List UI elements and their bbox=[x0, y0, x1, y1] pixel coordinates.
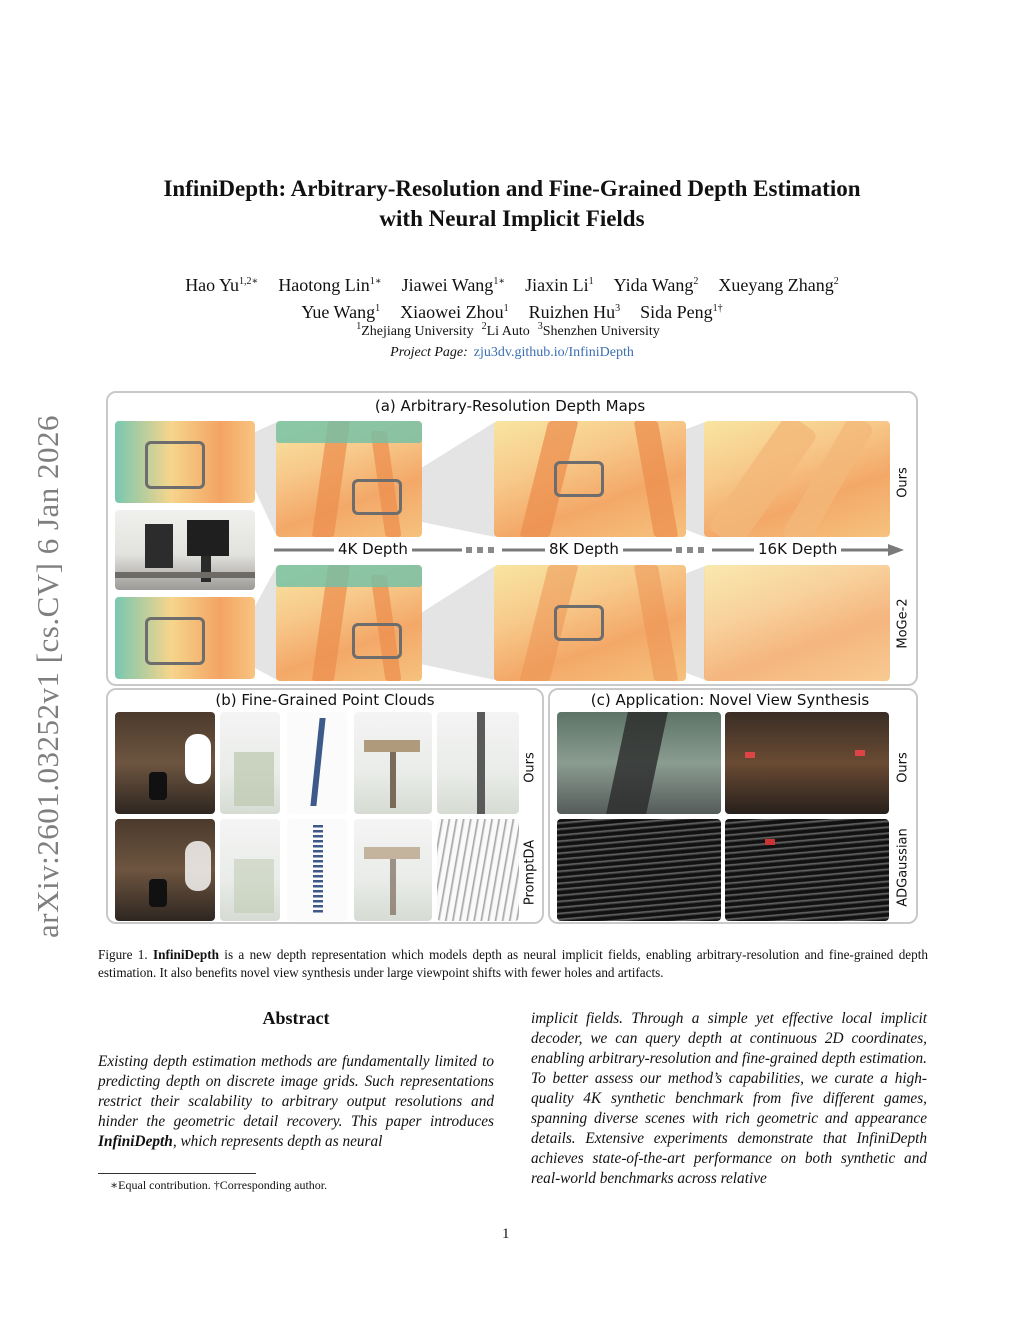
author-affiliation-mark: 2 bbox=[693, 276, 699, 287]
caption-prefix: Figure 1. bbox=[98, 947, 148, 962]
affiliation-mark: 3 bbox=[537, 321, 543, 332]
label-16k-depth: 16K Depth bbox=[754, 540, 841, 558]
abstract-left-column bbox=[98, 1052, 494, 1152]
moge-4k-depth bbox=[276, 565, 422, 681]
zoom-box bbox=[352, 479, 402, 515]
moge-8k-depth bbox=[494, 565, 686, 681]
footnote: ∗Equal contribution. †Corresponding author. bbox=[110, 1178, 328, 1192]
row-label-promptda: PromptDA bbox=[522, 839, 538, 906]
author-affiliation-mark: 3 bbox=[615, 303, 621, 314]
pointcloud-promptda-5 bbox=[437, 819, 519, 921]
row-label-moge: MoGe-2 bbox=[895, 598, 911, 649]
pointcloud-promptda-3 bbox=[287, 819, 347, 921]
label-8k-depth: 8K Depth bbox=[545, 540, 623, 558]
author-affiliation-mark: 1 bbox=[503, 303, 509, 314]
label-4k-depth: 4K Depth bbox=[334, 540, 412, 558]
pointcloud-ours-3 bbox=[287, 712, 347, 814]
pointcloud-ours-5 bbox=[437, 712, 519, 814]
row-label-ours-c: Ours bbox=[895, 752, 911, 783]
author-name: Ruizhen Hu$^3$ bbox=[528, 302, 621, 322]
input-rgb-image bbox=[115, 510, 255, 590]
panel-c-title: (c) Application: Novel View Synthesis bbox=[590, 691, 870, 709]
pointcloud-ours-1 bbox=[115, 712, 215, 814]
title-line-2: with Neural Implicit Fields bbox=[379, 206, 645, 231]
affiliation-name: Zhejiang University bbox=[361, 323, 474, 339]
project-page bbox=[80, 345, 944, 361]
abstract-left-text-1: Existing depth estimation methods are fundamentally limited to predicting depth on discrete image grids. Such representations restrict their scalability to arbitrary output resolutions and hinder the geometric detail recovery. This paper introduces bbox=[98, 1053, 494, 1130]
author-name: Jiawei Wang$^{1∗}$ bbox=[401, 275, 506, 295]
caption-bold: InfiniDepth bbox=[152, 947, 219, 962]
figure-caption bbox=[98, 946, 928, 982]
author-affiliation-mark: 1∗ bbox=[369, 276, 382, 287]
page-number: 1 bbox=[502, 1226, 510, 1242]
pointcloud-promptda-1 bbox=[115, 819, 215, 921]
author-affiliation-mark: 1∗ bbox=[493, 276, 506, 287]
author-affiliation-mark: 2 bbox=[833, 276, 839, 287]
caption-text: is a new depth representation which models depth as neural implicit fields, enabling arbitrary-resolution and fine-grained depth estimation. It also benefits novel view synthesis under large viewpoint shifts with fewer holes and artifacts. bbox=[98, 947, 928, 980]
abstract-heading: Abstract bbox=[262, 1008, 330, 1028]
ours-16k-depth bbox=[704, 421, 890, 537]
author-name: Xueyang Zhang$^2$ bbox=[718, 275, 839, 295]
author-list bbox=[80, 270, 944, 324]
affiliation-name: Li Auto bbox=[486, 323, 530, 339]
author-row-2 bbox=[80, 297, 944, 324]
zoom-box bbox=[352, 623, 402, 659]
affiliations bbox=[80, 321, 944, 340]
project-link[interactable]: zju3dv.github.io/InfiniDepth bbox=[473, 345, 634, 360]
abstract-right-column: implicit fields. Through a simple yet effective local implicit decoder, we can query depth at continuous 2D coordinates, enabling arbitrary-resolution and fine-grained depth estimation. To better assess our method’s capabilities, we curate a high-quality 4K synthetic benchmark from five different games, spanning diverse scenes with rich geometric and appearance details. Extensive experiments demonstrate that InfiniDepth achieves state-of-the-art performance on both synthetic and real-world benchmarks across relative bbox=[531, 1010, 927, 1187]
pointcloud-ours-2 bbox=[220, 712, 280, 814]
zoom-box bbox=[554, 461, 604, 497]
nvs-ours-2 bbox=[725, 712, 889, 814]
author-row-1 bbox=[80, 270, 944, 297]
title-line-1: InfiniDepth: Arbitrary-Resolution and Fine-Grained Depth Estimation bbox=[163, 176, 861, 201]
nvs-adgaussian-1 bbox=[557, 819, 721, 921]
author-affiliation-mark: 1 bbox=[375, 303, 381, 314]
abstract-left-text-2: , which represents depth as neural bbox=[172, 1133, 383, 1150]
moge-16k-depth bbox=[704, 565, 890, 681]
ours-4k-depth bbox=[276, 421, 422, 537]
author-name: Sida Peng$^{1\dagger}$ bbox=[640, 302, 723, 322]
input-depth-bottom bbox=[115, 597, 255, 679]
affiliation-name: Shenzhen University bbox=[542, 323, 660, 339]
affiliation-mark: 2 bbox=[481, 321, 487, 332]
project-label: Project Page: bbox=[390, 345, 468, 360]
abstract-left-bold: InfiniDepth bbox=[98, 1133, 173, 1150]
input-depth-top bbox=[115, 421, 255, 503]
footnote-rule bbox=[98, 1173, 256, 1174]
nvs-adgaussian-2 bbox=[725, 819, 889, 921]
nvs-ours-1 bbox=[557, 712, 721, 814]
paper-title bbox=[80, 174, 944, 234]
row-label-adgaussian: ADGaussian bbox=[895, 828, 911, 907]
ours-8k-depth bbox=[494, 421, 686, 537]
author-name: Jiaxin Li$^1$ bbox=[525, 275, 594, 295]
author-name: Xiaowei Zhou$^1$ bbox=[400, 302, 509, 322]
pointcloud-promptda-2 bbox=[220, 819, 280, 921]
author-name: Haotong Lin$^{1∗}$ bbox=[278, 275, 382, 295]
row-label-ours-a: Ours bbox=[895, 467, 911, 498]
zoom-box bbox=[145, 617, 205, 665]
author-affiliation-mark: 1,2∗ bbox=[239, 276, 259, 287]
pointcloud-promptda-4 bbox=[354, 819, 432, 921]
panel-b-title: (b) Fine-Grained Point Clouds bbox=[215, 691, 435, 709]
panel-a-title: (a) Arbitrary-Resolution Depth Maps bbox=[374, 397, 646, 415]
pointcloud-ours-4 bbox=[354, 712, 432, 814]
affiliation-mark: 1 bbox=[356, 321, 362, 332]
row-label-ours-b: Ours bbox=[522, 752, 538, 783]
zoom-box bbox=[554, 605, 604, 641]
author-name: Hao $Yu^{1,2∗}$ bbox=[185, 275, 259, 295]
author-name: Yida Wang$^2$ bbox=[613, 275, 699, 295]
author-affiliation-mark: 1 bbox=[588, 276, 594, 287]
author-name: Yue Wang$^1$ bbox=[301, 302, 381, 322]
arxiv-side-stamp: arXiv:2601.03252v1 [cs.CV] 6 Jan 2026 bbox=[30, 414, 65, 938]
zoom-box bbox=[145, 441, 205, 489]
author-affiliation-mark: 1† bbox=[712, 303, 723, 314]
